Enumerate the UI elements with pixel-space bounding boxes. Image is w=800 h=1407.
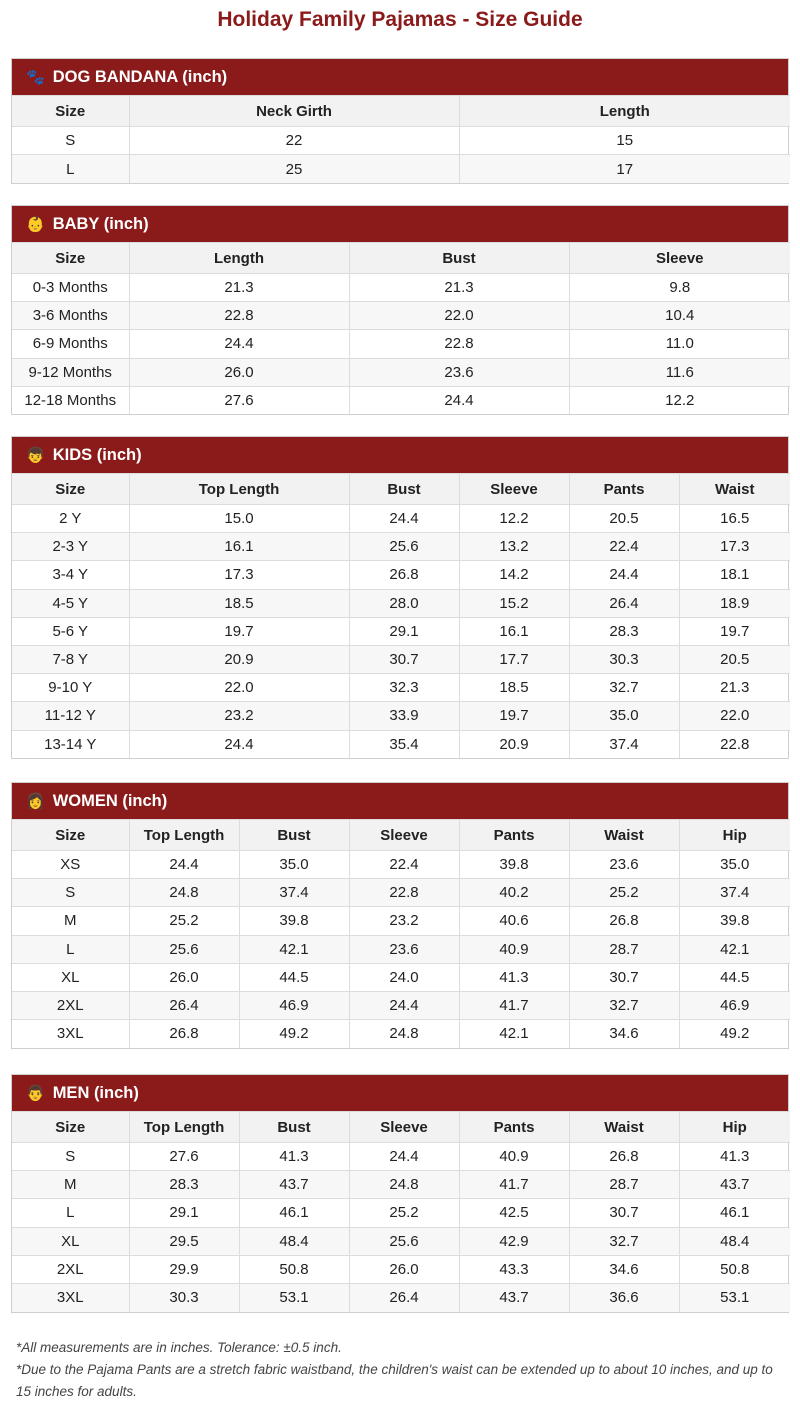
table-cell: 15 [459, 127, 790, 155]
table-cell: S [12, 1143, 129, 1171]
column-header: Sleeve [349, 820, 459, 851]
table-cell: 10.4 [569, 302, 790, 330]
table-cell: 2XL [12, 991, 129, 1019]
table-cell: L [12, 1199, 129, 1227]
table-cell: 43.7 [459, 1283, 569, 1311]
table-cell: 25.2 [349, 1199, 459, 1227]
table-cell: M [12, 1171, 129, 1199]
table-cell: 19.7 [679, 617, 790, 645]
man-icon: 👨 [26, 1084, 45, 1102]
column-header: Top Length [129, 1112, 239, 1143]
page-title: Holiday Family Pajamas - Size Guide [217, 8, 583, 31]
table-cell: 14.2 [459, 561, 569, 589]
table-cell: 22 [129, 127, 459, 155]
table-row [12, 330, 790, 358]
table-cell: 49.2 [679, 1020, 790, 1048]
table-cell: 35.0 [239, 851, 349, 879]
table-row [12, 589, 790, 617]
table-cell: 22.0 [129, 674, 349, 702]
table-cell: 43.7 [239, 1171, 349, 1199]
table-cell: 27.6 [129, 386, 349, 414]
table-cell: 24.4 [129, 851, 239, 879]
table-row [12, 702, 790, 730]
table-cell: 17.7 [459, 645, 569, 673]
table-cell: 22.8 [129, 302, 349, 330]
kids-table [12, 473, 790, 758]
table-cell: 24.4 [349, 386, 569, 414]
table-cell: 15.2 [459, 589, 569, 617]
table-row [12, 1227, 790, 1255]
table-cell: XS [12, 851, 129, 879]
table-cell: 30.7 [569, 963, 679, 991]
column-header: Hip [679, 1112, 790, 1143]
baby-icon: 👶 [26, 215, 45, 233]
table-cell: 4-5 Y [12, 589, 129, 617]
table-cell: 26.0 [129, 358, 349, 386]
table-cell: 11.6 [569, 358, 790, 386]
table-cell: 22.8 [349, 879, 459, 907]
column-header: Pants [569, 474, 679, 505]
table-header-row [12, 474, 790, 505]
table-cell: 24.8 [129, 879, 239, 907]
table-row [12, 1020, 790, 1048]
table-cell: 20.5 [679, 645, 790, 673]
table-cell: 3XL [12, 1020, 129, 1048]
table-row [12, 674, 790, 702]
column-header: Waist [569, 1112, 679, 1143]
table-cell: 30.7 [349, 645, 459, 673]
table-cell: 26.4 [349, 1283, 459, 1311]
men-section [11, 1074, 789, 1313]
table-cell: 6-9 Months [12, 330, 129, 358]
table-row [12, 1283, 790, 1311]
table-cell: 41.3 [459, 963, 569, 991]
table-row [12, 358, 790, 386]
column-header: Sleeve [459, 474, 569, 505]
table-cell: 37.4 [239, 879, 349, 907]
table-cell: 23.6 [569, 851, 679, 879]
table-cell: 21.3 [679, 674, 790, 702]
table-cell: 26.4 [569, 589, 679, 617]
table-cell: 30.7 [569, 1199, 679, 1227]
table-cell: 25.2 [569, 879, 679, 907]
table-cell: 41.3 [679, 1143, 790, 1171]
table-cell: 53.1 [239, 1283, 349, 1311]
table-cell: 23.2 [129, 702, 349, 730]
table-cell: 26.8 [129, 1020, 239, 1048]
table-cell: 20.9 [129, 645, 349, 673]
table-cell: 42.1 [239, 935, 349, 963]
table-cell: 9-10 Y [12, 674, 129, 702]
table-cell: 12.2 [459, 505, 569, 533]
table-cell: 48.4 [239, 1227, 349, 1255]
dog-bandana-table [12, 95, 790, 183]
table-cell: 39.8 [239, 907, 349, 935]
table-cell: 19.7 [459, 702, 569, 730]
table-cell: 26.0 [349, 1255, 459, 1283]
table-row [12, 1199, 790, 1227]
table-row [12, 963, 790, 991]
table-cell: 44.5 [679, 963, 790, 991]
table-header-row [12, 243, 790, 274]
table-cell: 28.7 [569, 935, 679, 963]
table-cell: 53.1 [679, 1283, 790, 1311]
table-cell: 22.4 [569, 533, 679, 561]
table-cell: 25.6 [129, 935, 239, 963]
table-cell: 49.2 [239, 1020, 349, 1048]
table-cell: 39.8 [679, 907, 790, 935]
table-cell: 24.4 [129, 730, 349, 758]
footnote-waistband: *Due to the Pajama Pants are a stretch fabric waistband, the children's waist can be extended up to about 10 inches, and up to 15 inches for adults. [16, 1362, 773, 1399]
table-cell: 35.0 [569, 702, 679, 730]
column-header: Size [12, 1112, 129, 1143]
table-cell: 34.6 [569, 1255, 679, 1283]
table-cell: 43.7 [679, 1171, 790, 1199]
table-cell: 21.3 [129, 274, 349, 302]
table-cell: S [12, 879, 129, 907]
table-cell: 30.3 [129, 1283, 239, 1311]
table-cell: 2-3 Y [12, 533, 129, 561]
table-cell: 22.8 [349, 330, 569, 358]
table-cell: 40.9 [459, 1143, 569, 1171]
table-cell: 42.9 [459, 1227, 569, 1255]
table-cell: 18.1 [679, 561, 790, 589]
table-cell: 26.8 [569, 907, 679, 935]
column-header: Size [12, 820, 129, 851]
table-cell: 9-12 Months [12, 358, 129, 386]
table-row [12, 561, 790, 589]
woman-icon: 👩 [26, 792, 45, 810]
table-cell: 40.2 [459, 879, 569, 907]
table-cell: 48.4 [679, 1227, 790, 1255]
table-row [12, 907, 790, 935]
column-header: Bust [239, 1112, 349, 1143]
table-row [12, 1171, 790, 1199]
column-header: Size [12, 474, 129, 505]
table-cell: 25.6 [349, 1227, 459, 1255]
table-cell: 43.3 [459, 1255, 569, 1283]
table-row [12, 879, 790, 907]
table-cell: 24.4 [129, 330, 349, 358]
table-cell: 13-14 Y [12, 730, 129, 758]
table-cell: 22.4 [349, 851, 459, 879]
table-cell: 50.8 [239, 1255, 349, 1283]
table-cell: 25.6 [349, 533, 459, 561]
baby-section [11, 205, 789, 415]
column-header: Sleeve [569, 243, 790, 274]
table-row [12, 1143, 790, 1171]
table-cell: 39.8 [459, 851, 569, 879]
table-row [12, 730, 790, 758]
table-cell: L [12, 155, 129, 183]
table-cell: 23.2 [349, 907, 459, 935]
men-title: MEN (inch) [52, 1084, 139, 1102]
men-header [12, 1075, 788, 1111]
table-cell: 17.3 [679, 533, 790, 561]
table-cell: 16.5 [679, 505, 790, 533]
table-cell: 11.0 [569, 330, 790, 358]
table-cell: 0-3 Months [12, 274, 129, 302]
table-cell: 24.8 [349, 1171, 459, 1199]
column-header: Waist [569, 820, 679, 851]
women-header [12, 783, 788, 819]
table-cell: 46.9 [239, 991, 349, 1019]
dog-bandana-section [11, 58, 789, 184]
child-icon: 👦 [26, 446, 45, 464]
table-row [12, 991, 790, 1019]
table-row [12, 155, 790, 183]
table-cell: 18.5 [459, 674, 569, 702]
table-cell: 24.4 [349, 991, 459, 1019]
table-row [12, 274, 790, 302]
table-cell: 28.7 [569, 1171, 679, 1199]
table-cell: 7-8 Y [12, 645, 129, 673]
table-cell: 24.4 [569, 561, 679, 589]
kids-title: KIDS (inch) [52, 446, 142, 464]
table-cell: 32.7 [569, 991, 679, 1019]
table-row [12, 302, 790, 330]
table-cell: L [12, 935, 129, 963]
table-cell: 25.2 [129, 907, 239, 935]
table-cell: 42.1 [459, 1020, 569, 1048]
column-header: Waist [679, 474, 790, 505]
women-section [11, 782, 789, 1049]
column-header: Size [12, 96, 129, 127]
table-cell: 12-18 Months [12, 386, 129, 414]
column-header: Sleeve [349, 1112, 459, 1143]
table-cell: 50.8 [679, 1255, 790, 1283]
dog-bandana-title: DOG BANDANA (inch) [52, 68, 228, 86]
men-table [12, 1111, 790, 1312]
table-row [12, 1255, 790, 1283]
table-row [12, 505, 790, 533]
table-cell: XL [12, 963, 129, 991]
table-cell: 40.6 [459, 907, 569, 935]
table-cell: 20.5 [569, 505, 679, 533]
table-cell: 24.4 [349, 505, 459, 533]
table-cell: 46.1 [239, 1199, 349, 1227]
table-cell: 13.2 [459, 533, 569, 561]
table-cell: 44.5 [239, 963, 349, 991]
table-cell: 33.9 [349, 702, 459, 730]
table-cell: 27.6 [129, 1143, 239, 1171]
table-cell: 17.3 [129, 561, 349, 589]
table-cell: 12.2 [569, 386, 790, 414]
table-cell: 2 Y [12, 505, 129, 533]
table-row [12, 533, 790, 561]
baby-title: BABY (inch) [52, 215, 149, 233]
table-row [12, 617, 790, 645]
column-header: Bust [239, 820, 349, 851]
table-cell: 16.1 [459, 617, 569, 645]
baby-header [12, 206, 788, 242]
table-header-row [12, 1112, 790, 1143]
paw-icon: 🐾 [26, 68, 45, 86]
table-cell: 22.8 [679, 730, 790, 758]
table-cell: 20.9 [459, 730, 569, 758]
table-cell: 26.8 [569, 1143, 679, 1171]
table-cell: 22.0 [349, 302, 569, 330]
table-cell: 16.1 [129, 533, 349, 561]
column-header: Top Length [129, 820, 239, 851]
table-cell: 9.8 [569, 274, 790, 302]
kids-header [12, 437, 788, 473]
column-header: Size [12, 243, 129, 274]
table-cell: 21.3 [349, 274, 569, 302]
table-cell: 32.7 [569, 1227, 679, 1255]
table-cell: 30.3 [569, 645, 679, 673]
column-header: Neck Girth [129, 96, 459, 127]
women-table [12, 819, 790, 1048]
table-cell: 22.0 [679, 702, 790, 730]
table-cell: 24.8 [349, 1020, 459, 1048]
table-cell: 23.6 [349, 935, 459, 963]
table-row [12, 851, 790, 879]
column-header: Bust [349, 243, 569, 274]
footnote-tolerance: *All measurements are in inches. Tolerance: ±0.5 inch. [16, 1340, 342, 1355]
table-cell: 35.4 [349, 730, 459, 758]
table-cell: 41.3 [239, 1143, 349, 1171]
table-cell: 37.4 [679, 879, 790, 907]
table-cell: 26.8 [349, 561, 459, 589]
table-cell: 46.9 [679, 991, 790, 1019]
table-cell: 34.6 [569, 1020, 679, 1048]
table-cell: 15.0 [129, 505, 349, 533]
column-header: Length [459, 96, 790, 127]
table-cell: 29.1 [349, 617, 459, 645]
table-cell: 3-6 Months [12, 302, 129, 330]
table-cell: 28.0 [349, 589, 459, 617]
dog-bandana-header [12, 59, 788, 95]
table-cell: 41.7 [459, 991, 569, 1019]
table-cell: 28.3 [129, 1171, 239, 1199]
column-header: Hip [679, 820, 790, 851]
table-cell: 11-12 Y [12, 702, 129, 730]
column-header: Bust [349, 474, 459, 505]
table-cell: 42.5 [459, 1199, 569, 1227]
table-cell: 18.5 [129, 589, 349, 617]
table-cell: 32.3 [349, 674, 459, 702]
table-cell: S [12, 127, 129, 155]
table-cell: 18.9 [679, 589, 790, 617]
baby-table [12, 242, 790, 414]
table-cell: 37.4 [569, 730, 679, 758]
table-cell: 3XL [12, 1283, 129, 1311]
table-cell: 41.7 [459, 1171, 569, 1199]
column-header: Pants [459, 1112, 569, 1143]
table-cell: 46.1 [679, 1199, 790, 1227]
table-row [12, 127, 790, 155]
table-cell: 19.7 [129, 617, 349, 645]
women-title: WOMEN (inch) [52, 792, 168, 810]
table-row [12, 935, 790, 963]
table-cell: 29.5 [129, 1227, 239, 1255]
table-cell: 29.9 [129, 1255, 239, 1283]
table-cell: 24.4 [349, 1143, 459, 1171]
table-cell: 26.4 [129, 991, 239, 1019]
column-header: Length [129, 243, 349, 274]
table-cell: 23.6 [349, 358, 569, 386]
column-header: Top Length [129, 474, 349, 505]
table-cell: 42.1 [679, 935, 790, 963]
table-row [12, 645, 790, 673]
table-cell: 3-4 Y [12, 561, 129, 589]
table-cell: 25 [129, 155, 459, 183]
table-cell: 40.9 [459, 935, 569, 963]
table-cell: 24.0 [349, 963, 459, 991]
kids-section [11, 436, 789, 759]
table-cell: 35.0 [679, 851, 790, 879]
footnotes [16, 1337, 791, 1403]
table-cell: 5-6 Y [12, 617, 129, 645]
table-header-row [12, 820, 790, 851]
table-cell: 28.3 [569, 617, 679, 645]
table-cell: 36.6 [569, 1283, 679, 1311]
column-header: Pants [459, 820, 569, 851]
table-cell: 32.7 [569, 674, 679, 702]
table-cell: 17 [459, 155, 790, 183]
table-cell: 2XL [12, 1255, 129, 1283]
table-header-row [12, 96, 790, 127]
table-row [12, 386, 790, 414]
table-cell: 29.1 [129, 1199, 239, 1227]
table-cell: 26.0 [129, 963, 239, 991]
table-cell: XL [12, 1227, 129, 1255]
table-cell: M [12, 907, 129, 935]
